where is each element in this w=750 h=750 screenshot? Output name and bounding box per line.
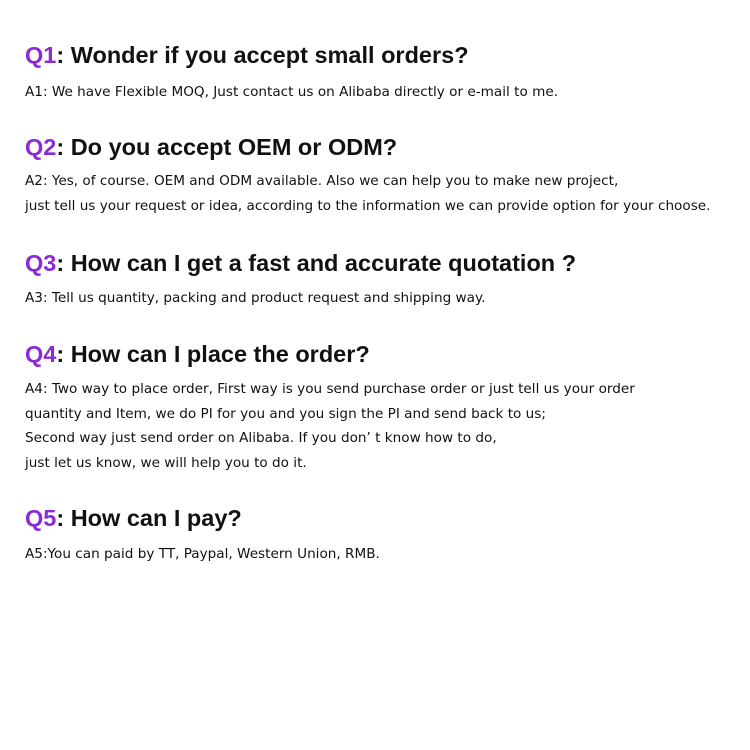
answer-2	[25, 169, 747, 218]
answer-line: just let us know, we will help you to do it.	[25, 454, 307, 471]
question-number: Q2	[25, 134, 57, 160]
answer-line: Second way just send order on Alibaba. If you don’ t know how to do,	[25, 430, 497, 446]
faq-item-1	[25, 41, 747, 105]
answer-3	[25, 286, 747, 311]
question-text: : Do you accept OEM or ODM?	[56, 134, 398, 160]
faq-item-2	[25, 133, 747, 218]
question-text: : How can I place the order?	[56, 341, 370, 367]
answer-line: A1: We have Flexible MOQ, Just contact us on Alibaba directly or e-mail to me.	[25, 84, 559, 100]
question-1	[25, 41, 747, 69]
answer-line: just tell us your request or idea, according to the information we can provide option for your choose.	[25, 197, 711, 214]
answer-1	[25, 80, 747, 105]
answer-line: A3: Tell us quantity, packing and product request and shipping way.	[25, 290, 486, 306]
question-number: Q4	[25, 341, 57, 367]
question-3	[25, 249, 747, 277]
question-text: : Wonder if you accept small orders?	[56, 42, 469, 68]
question-4	[25, 340, 747, 368]
answer-line: quantity and Item, we do PI for you and you sign the PI and send back to us;	[25, 405, 546, 422]
question-number: Q3	[25, 250, 57, 276]
answer-5	[25, 542, 747, 567]
question-number: Q1	[25, 42, 57, 68]
answer-4	[25, 377, 747, 475]
question-text: : How can I pay?	[56, 505, 242, 531]
question-number: Q5	[25, 505, 57, 531]
answer-line: A4: Two way to place order, First way is you send purchase order or just tell us your order	[25, 381, 635, 397]
faq-item-3	[25, 249, 747, 311]
answer-line: A5:You can paid by TT, Paypal, Western Union, RMB.	[25, 546, 380, 562]
faq-item-5	[25, 504, 747, 567]
question-5	[25, 504, 747, 532]
question-text: : How can I get a fast and accurate quotation ?	[56, 250, 577, 276]
answer-line: A2: Yes, of course. OEM and ODM available. Also we can help you to make new project,	[25, 173, 619, 189]
faq-item-4	[25, 340, 747, 475]
question-2	[25, 133, 747, 161]
